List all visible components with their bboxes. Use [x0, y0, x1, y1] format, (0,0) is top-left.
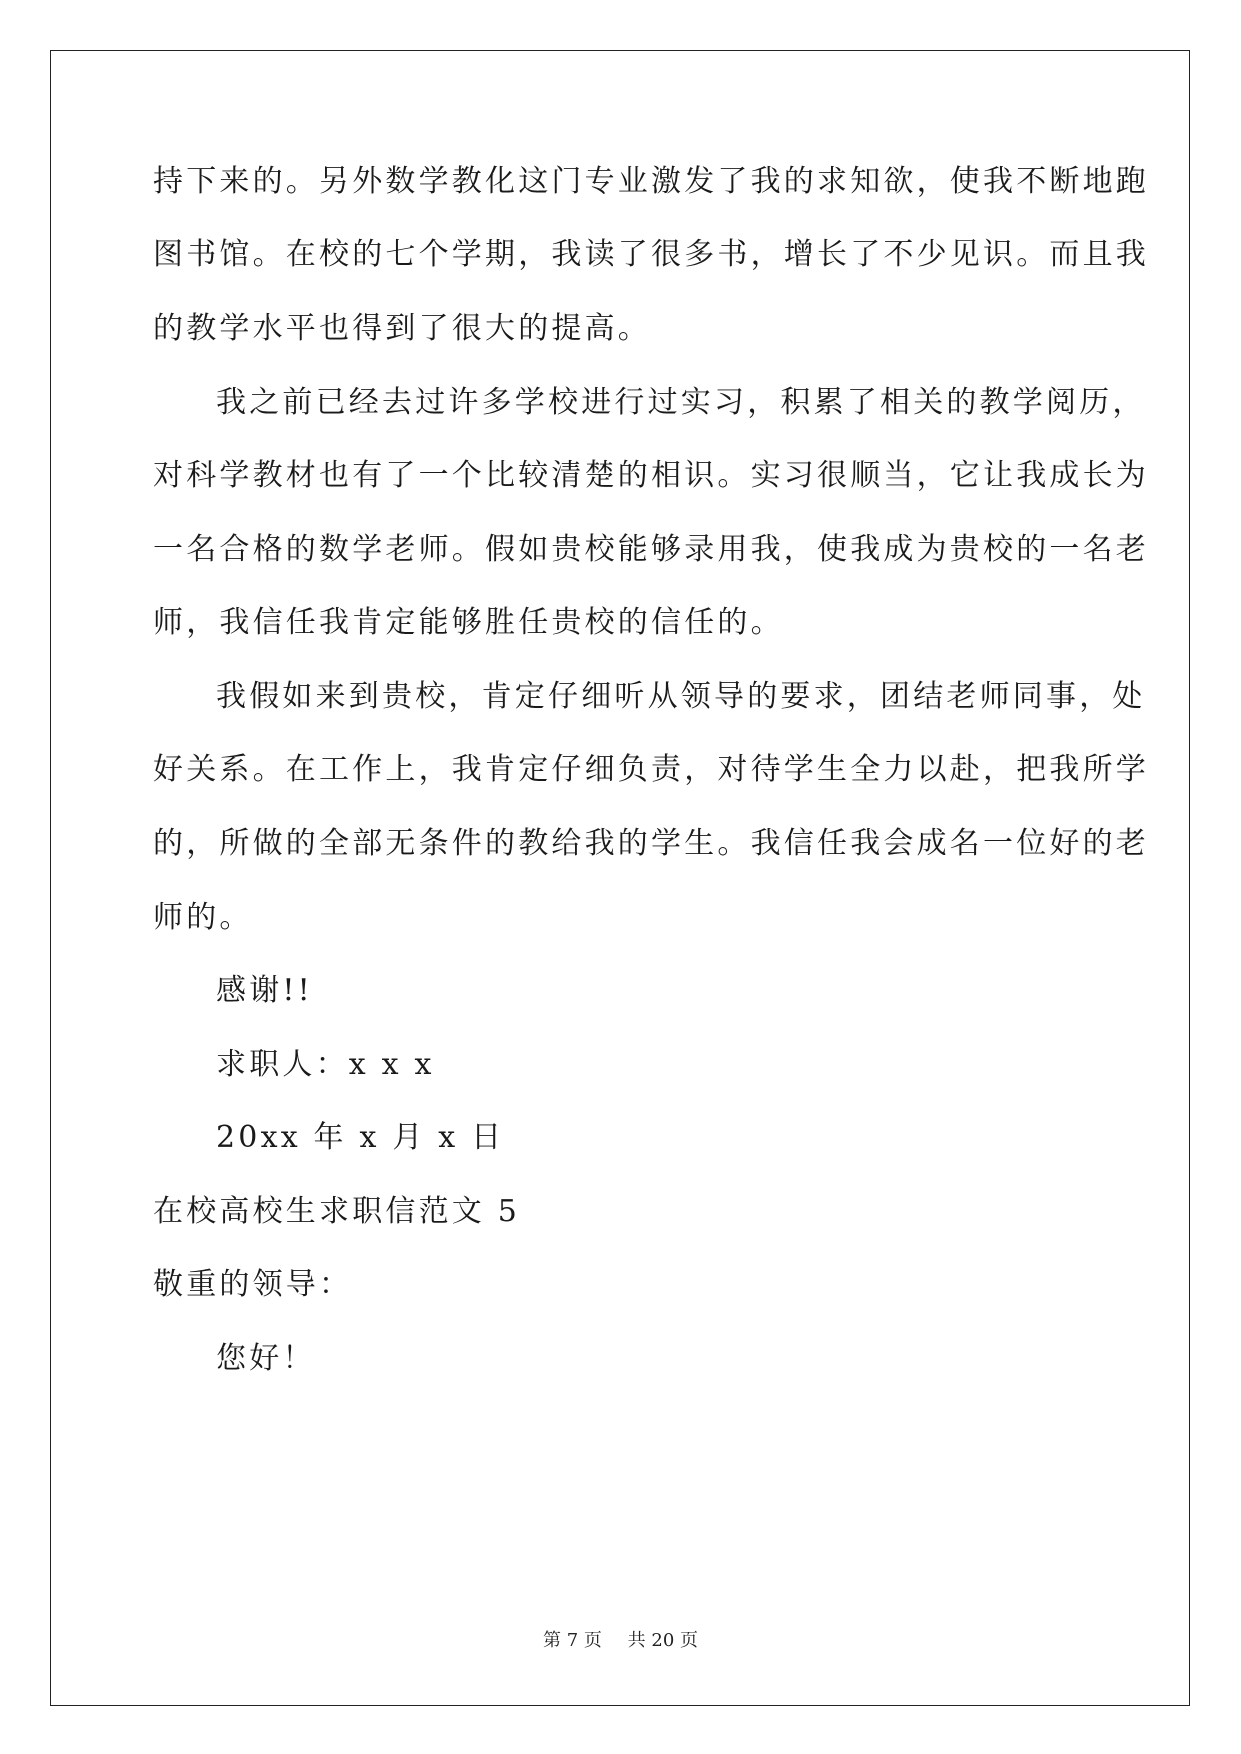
applicant-signature: 求职人：x x x [216, 1047, 435, 1082]
text-line: 一名合格的数学老师。假如贵校能够录用我，使我成为贵校的一名老 [153, 532, 1149, 567]
text-line: 的教学水平也得到了很大的提高。 [153, 311, 651, 346]
greeting: 您好！ [216, 1341, 316, 1376]
text-line: 师的。 [153, 900, 253, 935]
paragraph-start: 我假如来到贵校，肯定仔细听从领导的要求，团结老师同事，处 [216, 679, 1146, 714]
text-line: 对科学教材也有了一个比较清楚的相识。实习很顺当，它让我成长为 [153, 458, 1149, 493]
text-line: 图书馆。在校的七个学期，我读了很多书，增长了不少见识。而且我 [153, 237, 1149, 272]
letter-date: 20xx 年 x 月 x 日 [216, 1120, 505, 1155]
text-line: 持下来的。另外数学教化这门专业激发了我的求知欲，使我不断地跑 [153, 164, 1149, 199]
paragraph-start: 我之前已经去过许多学校进行过实习，积累了相关的教学阅历， [216, 385, 1146, 420]
text-line: 师，我信任我肯定能够胜任贵校的信任的。 [153, 605, 784, 640]
text-line: 的，所做的全部无条件的教给我的学生。我信任我会成名一位好的老 [153, 826, 1149, 861]
page-number: 第 7 页 [543, 1630, 602, 1651]
page-footer [0, 1629, 1241, 1653]
text-line: 好关系。在工作上，我肯定仔细负责，对待学生全力以赴，把我所学 [153, 752, 1149, 787]
closing-thanks: 感谢!! [216, 973, 313, 1008]
salutation: 敬重的领导： [153, 1267, 353, 1302]
page-total: 共 20 页 [627, 1630, 698, 1651]
page-border [50, 50, 1190, 1706]
section-title: 在校高校生求职信范文 5 [153, 1194, 521, 1229]
